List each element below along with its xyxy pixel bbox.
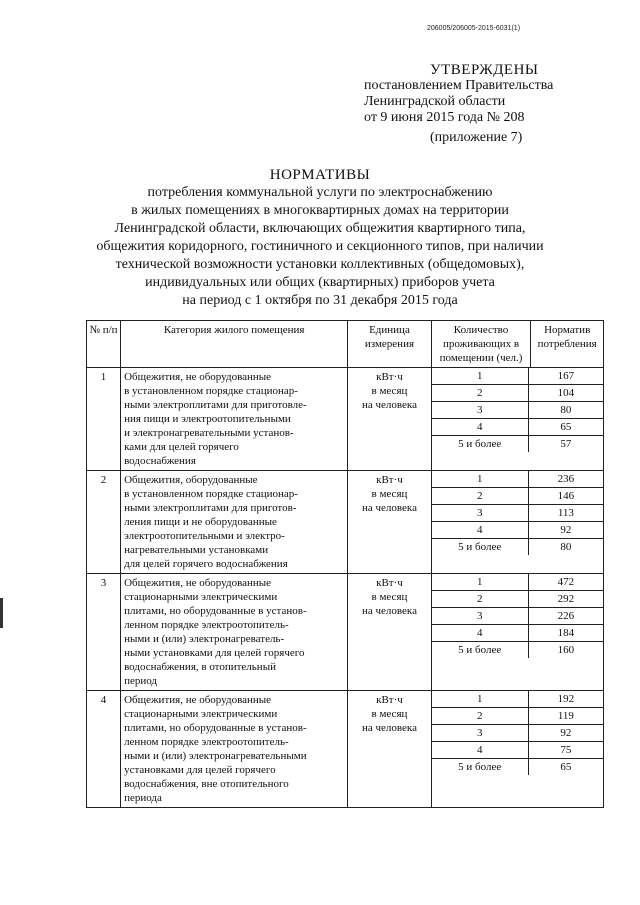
header-unit: Единица измерения <box>348 321 432 368</box>
residents-count: 5 и более <box>458 761 502 773</box>
heading-line: на период с 1 октября по 31 декабря 2015 года <box>182 293 458 308</box>
value-row <box>432 539 603 555</box>
row-unit <box>348 368 432 471</box>
approval-line: от 9 июня 2015 года № 208 <box>364 110 525 125</box>
unit-line: в месяц <box>371 488 408 500</box>
row-number: 3 <box>87 574 121 691</box>
category-line: ными и (или) электронагревательными <box>124 750 307 762</box>
approval-line: постановлением Правительства <box>364 78 554 93</box>
row-category <box>121 368 348 471</box>
norm-value: 80 <box>528 539 603 555</box>
category-line: ными электроплитами для приготов- <box>124 502 297 514</box>
norm-value: 57 <box>528 436 603 452</box>
header-qty: Количество проживающих в помещении (чел.) <box>431 321 531 368</box>
category-line: ными и (или) электронагреватель- <box>124 633 285 645</box>
category-line: ленном порядке электроотопитель- <box>124 736 289 748</box>
row-category <box>121 574 348 691</box>
row-unit <box>348 471 432 574</box>
category-line: электроотопительными и электро- <box>124 530 285 542</box>
row-values <box>431 471 603 574</box>
norms-table <box>86 320 604 808</box>
norm-value: 75 <box>528 742 603 758</box>
category-line: ными электроплитами для приготовле- <box>124 399 307 411</box>
residents-count: 5 и более <box>458 438 502 450</box>
norm-value: 472 <box>528 574 603 590</box>
heading-line: общежития коридорного, гостиничного и секционного типов, при наличии <box>96 239 544 254</box>
value-row <box>432 625 603 642</box>
value-row <box>432 368 603 385</box>
value-row <box>432 759 603 775</box>
value-row <box>432 505 603 522</box>
value-row <box>432 419 603 436</box>
approval-annex: (приложение 7) <box>430 130 523 145</box>
unit-line: на человека <box>361 502 417 514</box>
category-line: установками для целей горячего <box>124 764 276 776</box>
unit-line: на человека <box>361 399 417 411</box>
unit-line: на человека <box>361 722 417 734</box>
heading-line: Ленинградской области, включающих общежития квартирного типа, <box>114 221 526 236</box>
residents-count: 1 <box>476 693 483 705</box>
category-line: стационарными электрическими <box>124 708 278 720</box>
value-row <box>432 691 603 708</box>
table-row <box>87 471 604 574</box>
unit-line: в месяц <box>371 591 408 603</box>
residents-count: 3 <box>476 507 483 519</box>
value-row <box>432 522 603 539</box>
table-row <box>87 691 604 808</box>
residents-count: 3 <box>476 404 483 416</box>
category-line: периода <box>124 792 162 804</box>
document-heading <box>80 166 560 310</box>
category-line: водоснабжения <box>124 455 196 467</box>
residents-count: 1 <box>476 576 483 588</box>
value-row <box>432 742 603 759</box>
value-row <box>432 574 603 591</box>
category-line: плитами, но оборудованные в установ- <box>124 605 307 617</box>
value-row <box>432 488 603 505</box>
norm-value: 226 <box>528 608 603 624</box>
category-line: ления пищи и не оборудованные <box>124 516 277 528</box>
header-norm: Норматив потребления <box>531 321 604 368</box>
norm-value: 184 <box>528 625 603 641</box>
norm-value: 92 <box>528 522 603 538</box>
norm-value: 92 <box>528 725 603 741</box>
norm-value: 65 <box>528 759 603 775</box>
unit-line: кВт·ч <box>376 577 403 589</box>
norm-value: 113 <box>528 505 603 521</box>
norm-value: 119 <box>528 708 603 724</box>
unit-line: в месяц <box>371 708 408 720</box>
residents-count: 1 <box>476 370 483 382</box>
category-line: ния пищи и электроотопительными <box>124 413 291 425</box>
row-category <box>121 471 348 574</box>
value-row <box>432 591 603 608</box>
header-num: № п/п <box>87 321 121 368</box>
approval-block <box>364 62 604 146</box>
category-line: в установленном порядке стационар- <box>124 385 298 397</box>
norm-value: 292 <box>528 591 603 607</box>
category-line: период <box>124 675 157 687</box>
value-row <box>432 436 603 452</box>
row-unit <box>348 691 432 808</box>
residents-count: 2 <box>476 490 483 502</box>
value-row <box>432 708 603 725</box>
category-line: нагревательными установками <box>124 544 269 556</box>
header-category: Категория жилого помещения <box>121 321 348 368</box>
row-number: 4 <box>87 691 121 808</box>
category-line: Общежития, не оборудованные <box>124 577 272 589</box>
row-values <box>431 368 603 471</box>
norm-value: 146 <box>528 488 603 504</box>
category-line: ленном порядке электроотопитель- <box>124 619 289 631</box>
category-line: водоснабжения, в отопительный <box>124 661 276 673</box>
category-line: Общежития, не оборудованные <box>124 694 272 706</box>
residents-count: 3 <box>476 727 483 739</box>
row-unit <box>348 574 432 691</box>
table-row <box>87 574 604 691</box>
residents-count: 4 <box>476 627 483 639</box>
category-line: для целей горячего водоснабжения <box>124 558 288 570</box>
row-number: 2 <box>87 471 121 574</box>
heading-line: потребления коммунальной услуги по электроснабжению <box>147 185 493 200</box>
category-line: Общежития, не оборудованные <box>124 371 272 383</box>
row-category <box>121 691 348 808</box>
residents-count: 4 <box>476 744 483 756</box>
category-line: водоснабжения, вне отопительного <box>124 778 289 790</box>
row-number: 1 <box>87 368 121 471</box>
residents-count: 4 <box>476 421 483 433</box>
value-row <box>432 725 603 742</box>
residents-count: 2 <box>476 710 483 722</box>
residents-count: 4 <box>476 524 483 536</box>
document-id: 206005/206005-2015-6031(1) <box>427 25 521 32</box>
approval-line: Ленинградской области <box>364 94 506 109</box>
norm-value: 167 <box>528 368 603 384</box>
row-values <box>431 574 603 691</box>
norm-value: 160 <box>528 642 603 658</box>
heading-title: НОРМАТИВЫ <box>269 167 371 183</box>
category-line: ками для целей горячего <box>124 441 239 453</box>
value-row <box>432 642 603 658</box>
table-header-row <box>87 321 604 368</box>
category-line: в установленном порядке стационар- <box>124 488 298 500</box>
category-line: плитами, но оборудованные в установ- <box>124 722 307 734</box>
residents-count: 5 и более <box>458 644 502 656</box>
norm-value: 65 <box>528 419 603 435</box>
value-row <box>432 402 603 419</box>
approval-title: УТВЕРЖДЕНЫ <box>430 62 539 78</box>
category-line: ными установками для целей горячего <box>124 647 305 659</box>
value-row <box>432 471 603 488</box>
category-line: и электронагревательными установ- <box>124 427 294 439</box>
norm-value: 192 <box>528 691 603 707</box>
unit-line: кВт·ч <box>376 474 403 486</box>
scan-edge-mark <box>0 598 3 628</box>
row-values <box>431 691 603 808</box>
heading-subtitle <box>80 184 560 310</box>
value-row <box>432 608 603 625</box>
unit-line: кВт·ч <box>376 371 403 383</box>
residents-count: 3 <box>476 610 483 622</box>
residents-count: 1 <box>476 473 483 485</box>
category-line: стационарными электрическими <box>124 591 278 603</box>
residents-count: 2 <box>476 593 483 605</box>
heading-line: технической возможности установки коллективных (общедомовых), <box>115 257 525 272</box>
residents-count: 2 <box>476 387 483 399</box>
residents-count: 5 и более <box>458 541 502 553</box>
heading-line: индивидуальных или общих (квартирных) приборов учета <box>145 275 495 290</box>
norm-value: 80 <box>528 402 603 418</box>
norm-value: 104 <box>528 385 603 401</box>
heading-line: в жилых помещениях в многоквартирных домах на территории <box>131 203 509 218</box>
table-row <box>87 368 604 471</box>
value-row <box>432 385 603 402</box>
unit-line: на человека <box>361 605 417 617</box>
unit-line: кВт·ч <box>376 694 403 706</box>
category-line: Общежития, оборудованные <box>124 474 258 486</box>
unit-line: в месяц <box>371 385 408 397</box>
norm-value: 236 <box>528 471 603 487</box>
